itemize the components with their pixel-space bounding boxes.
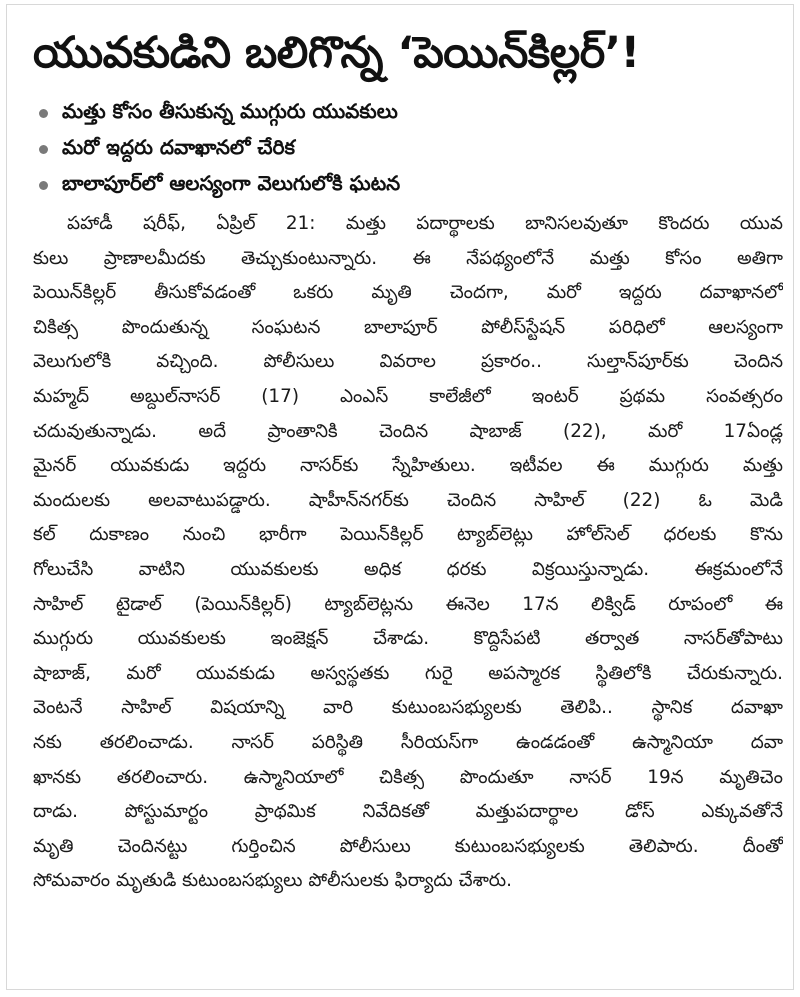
article-line: కులు ప్రాణాలమీదకు తెచ్చుకుంటున్నారు. ఈ నేపథ్యంలోనే మత్తు కోసం అతిగా — [33, 247, 783, 269]
headline: యువకుడిని బలిగొన్న ‘పెయిన్‌కిల్లర్’! — [33, 28, 640, 78]
article-body — [33, 207, 783, 899]
subheading-bullet — [33, 167, 783, 203]
article-line: మందులకు అలవాటుపడ్డారు. షాహీన్‌నగర్‌కు చెందిన సాహిల్ (22) ఓ మెడి — [33, 489, 783, 511]
subheading-bullet — [33, 131, 783, 167]
article-line: దాడు. పోస్టుమార్టం ప్రాథమిక నివేదికతో మత్తుపదార్థాల డోస్ ఎక్కువతోనే — [33, 801, 783, 823]
article-line: గోలుచేసి వాటిని యువకులకు అధిక ధరకు విక్రయిస్తున్నాడు. ఈక్రమంలోనే — [33, 558, 783, 580]
article-line: మహ్మద్ అబ్దుల్‌నాసర్ (17) ఎంఎస్ కాలేజీలో ఇంటర్ ప్రథమ సంవత్సరం — [33, 385, 783, 407]
article-line: కల్ దుకాణం నుంచి భారీగా పెయిన్‌కిల్లర్ ట్యాబ్‌లెట్లు హోల్‌సెల్ ధరలకు కొను — [33, 524, 783, 546]
article-line: సోమవారం మృతుడి కుటుంబసభ్యులు పోలీసులకు ఫిర్యాదు చేశారు. — [33, 870, 512, 892]
article-line: మృతి చెందినట్టు గుర్తించిన పోలీసులు కుటుంబసభ్యులకు తెలిపారు. దీంతో — [33, 835, 783, 857]
article-line: చదువుతున్నాడు. అదే ప్రాంతానికి చెందిన షాబాజ్ (22), మరో 17ఏండ్ల — [33, 420, 783, 442]
news-clipping — [6, 4, 794, 990]
subheading-bullet — [33, 95, 783, 131]
bullet-dot-icon — [39, 109, 48, 118]
article-line: సాహిల్ టైడాల్ (పెయిన్‌కిల్లర్) ట్యాబ్‌లెట్లను ఈనెల 17న లిక్విడ్ రూపంలో ఈ — [33, 593, 783, 615]
subheading-text: మరో ఇద్దరు దవాఖానలో చేరిక — [62, 134, 295, 159]
subheading-text: మత్తు కోసం తీసుకున్న ముగ్గురు యువకులు — [62, 98, 398, 123]
article-line: షాబాజ్, మరో యువకుడు అస్వస్థతకు గురై అపస్మారక స్థితిలోకి చేరుకున్నారు. — [33, 662, 783, 684]
article-line: పెయిన్‌కిల్లర్ తీసుకోవడంతో ఒకరు మృతి చెందగా, మరో ఇద్దరు దవాఖానలో — [33, 282, 783, 304]
article-line: వెలుగులోకి వచ్చింది. పోలీసులు వివరాల ప్రకారం.. సుల్తాన్‌పూర్‌కు చెందిన — [33, 351, 783, 373]
article-line: మైనర్ యువకుడు ఇద్దరు నాసర్‌కు స్నేహితులు. ఇటీవల ఈ ముగ్గురు మత్తు — [33, 455, 783, 477]
article-line: నకు తరలించాడు. నాసర్ పరిస్థితి సీరియస్‌గా ఉండడంతో ఉస్మానియా దవా — [33, 731, 783, 753]
article-line: చికిత్స పొందుతున్న సంఘటన బాలాపూర్ పోలీస్‌స్టేషన్ పరిధిలో ఆలస్యంగా — [33, 316, 783, 338]
subheading-bullets — [33, 95, 783, 203]
subheading-text: బాలాపూర్‌లో ఆలస్యంగా వెలుగులోకి ఘటన — [62, 170, 401, 195]
article-line: పహాడీ షరీఫ్, ఏప్రిల్ 21: మత్తు పదార్థాలకు బానిసలవుతూ కొందరు యువ — [67, 213, 783, 234]
article-line: ముగ్గురు యువకులకు ఇంజెక్షన్ చేశాడు. కొద్దిసేపటి తర్వాత నాసర్‌తోపాటు — [33, 628, 783, 650]
bullet-dot-icon — [39, 181, 48, 190]
article-line: ఖానకు తరలించారు. ఉస్మానియాలో చికిత్స పొందుతూ నాసర్ 19న మృతిచెం — [33, 766, 783, 788]
bullet-dot-icon — [39, 145, 48, 154]
article-line: వెంటనే సాహిల్ విషయాన్ని వారి కుటుంబసభ్యులకు తెలిపి.. స్థానిక దవాఖా — [33, 697, 783, 719]
